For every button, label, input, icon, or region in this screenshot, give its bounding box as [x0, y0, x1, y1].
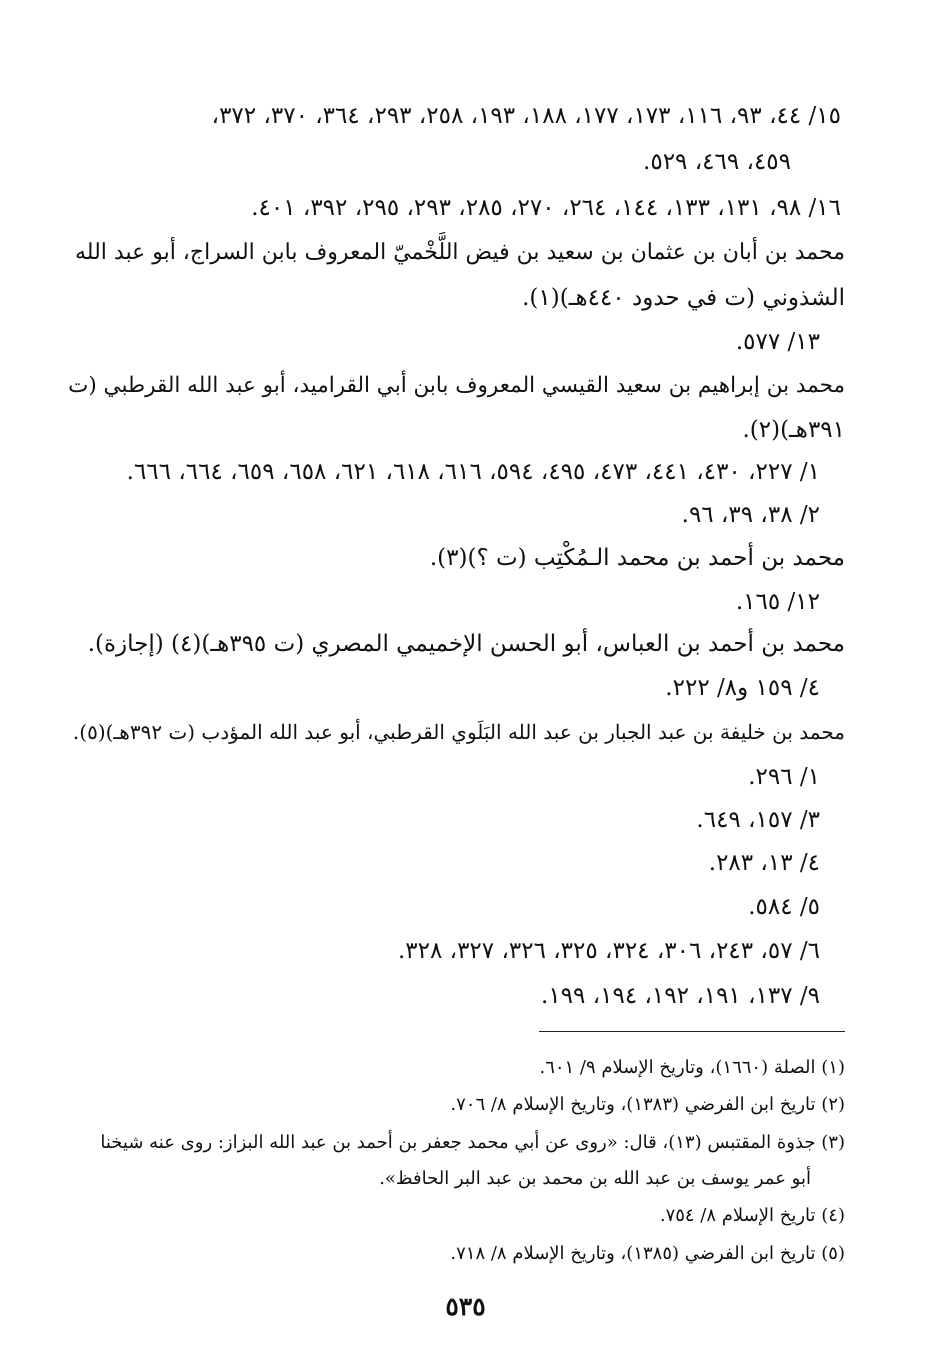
index-reference-line: ٣/ ١٥٧، ٦٤٩. — [696, 807, 820, 833]
footnote-separator — [539, 1031, 845, 1032]
index-entry-heading: محمد بن أبان بن عثمان بن سعيد بن فيض اللَّخْميّ المعروف بابن السراج، أبو عبد الله — [75, 240, 845, 265]
footnote: (١) الصلة (١٦٦٠)، وتاريخ الإسلام ٩/ ٦٠١. — [539, 1057, 845, 1078]
index-reference-line: ٩/ ١٣٧، ١٩١، ١٩٢، ١٩٤، ١٩٩. — [541, 983, 820, 1009]
index-entry-heading: ٣٩١هـ)(٢). — [742, 417, 845, 443]
footnote: (٣) جذوة المقتبس (١٣)، قال: «روى عن أبي محمد جعفر بن أحمد بن عبد الله البزاز: روى عنه شيخنا — [100, 1132, 845, 1153]
footnote: (٤) تاريخ الإسلام ٨/ ٧٥٤. — [659, 1205, 845, 1226]
index-reference-line: ١/ ٢٩٦. — [748, 764, 820, 790]
footnote: (٢) تاريخ ابن الفرضي (١٣٨٣)، وتاريخ الإسلام ٨/ ٧٠٦. — [450, 1094, 845, 1115]
index-reference-line: ١/ ٢٢٧، ٤٣٠، ٤٤١، ٤٧٣، ٤٩٥، ٥٩٤، ٦١٦، ٦١٨، ٦٢١، ٦٥٨، ٦٥٩، ٦٦٤، ٦٦٦. — [126, 459, 820, 485]
index-entry-heading: محمد بن إبراهيم بن سعيد القيسي المعروف بابن أبي القراميد، أبو عبد الله القرطبي (ت — [68, 373, 845, 398]
index-entry-heading: محمد بن أحمد بن محمد الـمُكْتِب (ت ؟)(٣). — [429, 545, 845, 571]
page-number: ٥٣٥ — [445, 1292, 486, 1321]
index-entry-heading: الشذوني (ت في حدود ٤٤٠هـ)(١). — [522, 285, 845, 311]
index-reference-line: ٥/ ٥٨٤. — [748, 894, 820, 920]
index-reference-line: ٤/ ١٥٩ و٨/ ٢٢٢. — [665, 675, 820, 701]
index-reference-line: ١٣/ ٥٧٧. — [735, 329, 820, 355]
index-reference-line: ١٥/ ٤٤، ٩٣، ١١٦، ١٧٣، ١٧٧، ١٨٨، ١٩٣، ٢٥٨، ٢٩٣، ٣٦٤، ٣٧٠، ٣٧٢، — [211, 103, 841, 129]
index-reference-line: ٤٥٩، ٤٦٩، ٥٢٩. — [643, 149, 791, 175]
index-reference-line: ٢/ ٣٨، ٣٩، ٩٦. — [681, 502, 820, 528]
index-entry-heading: محمد بن خليفة بن عبد الجبار بن عبد الله البَلَوي القرطبي، أبو عبد الله المؤدب (ت ٣٩٢هـ)(٥). — [72, 720, 845, 744]
footnote: (٥) تاريخ ابن الفرضي (١٣٨٥)، وتاريخ الإسلام ٨/ ٧١٨. — [450, 1243, 845, 1264]
index-reference-line: ١٢/ ١٦٥. — [735, 589, 820, 615]
index-reference-line: ١٦/ ٩٨، ١٣١، ١٣٣، ١٤٤، ٢٦٤، ٢٧٠، ٢٨٥، ٢٩٣، ٢٩٥، ٣٩٢، ٤٠١. — [251, 195, 841, 221]
index-reference-line: ٦/ ٥٧، ٢٤٣، ٣٠٦، ٣٢٤، ٣٢٥، ٣٢٦، ٣٢٧، ٣٢٨. — [397, 938, 820, 964]
index-entry-heading: محمد بن أحمد بن العباس، أبو الحسن الإخميمي المصري (ت ٣٩٥هـ)(٤) (إجازة). — [87, 631, 845, 657]
index-reference-line: ٤/ ١٣، ٢٨٣. — [708, 850, 820, 876]
footnote-continuation: أبو عمر يوسف بن عبد الله بن محمد بن عبد البر الحافظ». — [379, 1168, 811, 1189]
